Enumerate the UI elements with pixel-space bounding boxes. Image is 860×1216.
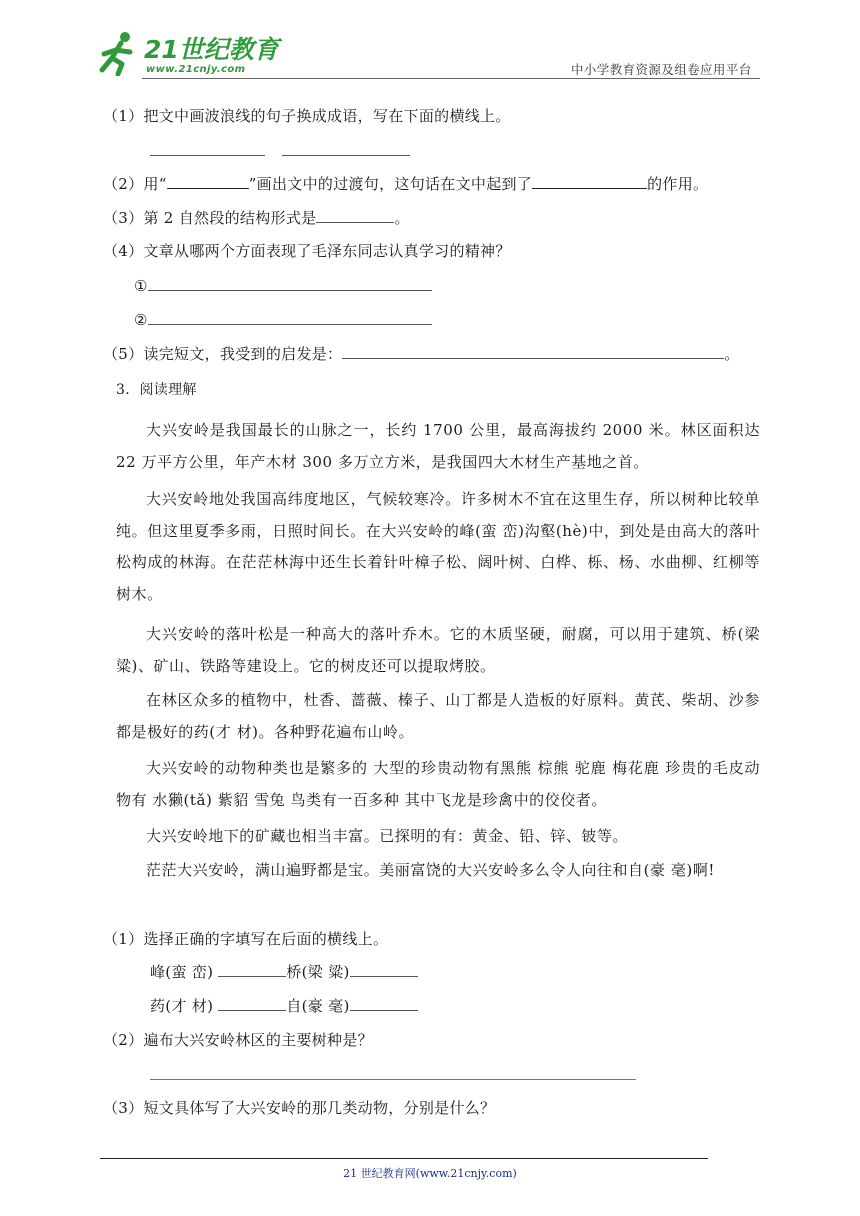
answer-blank[interactable]: [148, 308, 432, 325]
answer-blank[interactable]: [218, 994, 286, 1011]
platform-name: 中小学教育资源及组卷应用平台: [571, 62, 752, 77]
answer-blank[interactable]: [532, 172, 647, 189]
q2-item-3: （3）第 2 自然段的结构形式是 。: [103, 206, 410, 229]
runner-logo-icon: [94, 30, 142, 76]
passage-paragraph: 在林区众多的植物中，杜香、蔷薇、榛子、山丁都是人造板的好原料。黄芪、柴胡、沙参都是极好的药(才 材)。各种野花遍布山岭。: [116, 691, 760, 741]
word-choice: 药(才 材): [150, 997, 214, 1015]
passage-paragraph: 大兴安岭地处我国高纬度地区，气候较寒冷。许多树木不宜在这里生存，所以树种比较单纯。但这里夏季多雨，日照时间长。在大兴安岭的峰(蛮 峦)沟壑(hè)中，到处是由高大的落叶松构成的林海。在茫茫林海中还生长着针叶樟子松、阔叶树、白桦、栎、杨、水曲柳、红柳等树木。: [116, 490, 760, 603]
answer-line[interactable]: [150, 155, 265, 156]
logo-text: 21世纪教育: [144, 35, 279, 64]
answer-blank[interactable]: [218, 960, 286, 977]
q2-item-5: （5）读完短文，我受到的启发是： 。: [103, 342, 740, 365]
answer-blank[interactable]: [342, 342, 724, 359]
q3-item-2: （2）遍布大兴安岭林区的主要树种是？: [103, 1031, 373, 1049]
passage-paragraph: 大兴安岭地下的矿藏也相当丰富。已探明的有：黄金、铅、锌、铍等。: [146, 827, 629, 845]
answer-blank[interactable]: [167, 172, 249, 189]
answer-line[interactable]: [282, 155, 410, 156]
word-choice-row: [150, 994, 418, 1017]
passage-paragraph: 茫茫大兴安岭，满山遍野都是宝。美丽富饶的大兴安岭多么令人向往和自(豪 毫)啊!: [146, 861, 715, 879]
answer-blank[interactable]: [350, 960, 418, 977]
q3-item-3: （3）短文具体写了大兴安岭的那几类动物，分别是什么？: [103, 1099, 496, 1117]
logo-url: www.21cnjy.com: [146, 64, 246, 75]
header-divider: [142, 78, 760, 79]
footer-divider: [100, 1158, 708, 1159]
passage-paragraph: 大兴安岭的动物种类也是繁多的 大型的珍贵动物有黑熊 棕熊 驼鹿 梅花鹿 珍贵的毛皮动物有 水獭(tǎ) 紫貂 雪兔 鸟类有一百多种 其中飞龙是珍禽中的佼佼者。: [116, 759, 760, 809]
answer-line[interactable]: [150, 1079, 636, 1080]
word-choice: 自(豪 毫): [286, 997, 350, 1015]
q2-item-1: （1）把文中画波浪线的句子换成成语，写在下面的横线上。: [103, 107, 511, 125]
q2-item-4-answer-1: ①: [134, 274, 432, 297]
q3-item-1: （1）选择正确的字填写在后面的横线上。: [103, 930, 389, 948]
question-title: 阅读理解: [139, 382, 197, 398]
q2-item-4-answer-2: ②: [134, 308, 432, 331]
answer-blank[interactable]: [316, 206, 394, 223]
question-number: 3.: [116, 382, 130, 398]
answer-blank[interactable]: [148, 274, 432, 291]
word-choice: 峰(蛮 峦): [150, 963, 214, 981]
footer-site[interactable]: 21 世纪教育网(www.21cnjy.com): [343, 1167, 517, 1180]
answer-blank[interactable]: [350, 994, 418, 1011]
passage-paragraph: 大兴安岭是我国最长的山脉之一，长约 1700 公里，最高海拔约 2000 米。林区面积达 22 万平方公里，年产木材 300 多万立方米，是我国四大木材生产基地之首。: [116, 421, 760, 471]
q2-item-4: （4）文章从哪两个方面表现了毛泽东同志认真学习的精神？: [103, 242, 511, 260]
q3-heading: [116, 379, 197, 401]
passage-paragraph: 大兴安岭的落叶松是一种高大的落叶乔木。它的木质坚硬，耐腐，可以用于建筑、桥(梁 粱)、矿山、铁路等建设上。它的树皮还可以提取烤胶。: [116, 625, 760, 675]
q2-item-2: （2）用“ ”画出文中的过渡句，这句话在文中起到了 的作用。: [103, 172, 708, 195]
word-choice: 桥(梁 粱): [286, 963, 350, 981]
word-choice-row: [150, 960, 418, 983]
